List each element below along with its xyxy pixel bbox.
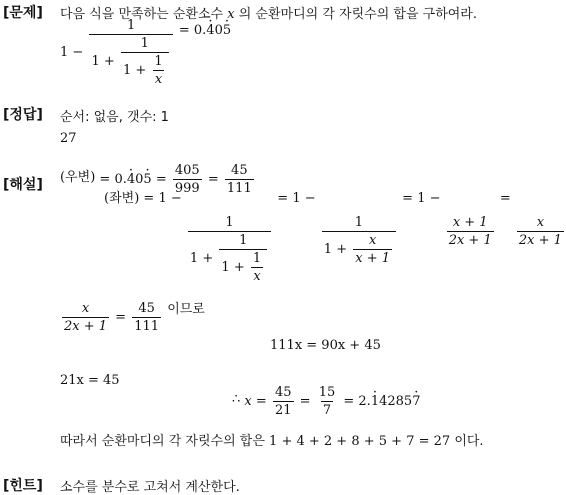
lhs-nf-mid — [219, 233, 267, 284]
lhs-ff-den: 2x + 1 — [518, 233, 562, 248]
rhs-eq-2: = — [155, 172, 167, 187]
outer-den — [89, 34, 172, 87]
lhs-ff-num: x — [536, 215, 545, 230]
lhs-one-c: 1 — [417, 191, 426, 206]
eqline-equals: = — [115, 310, 127, 325]
lhs-nf-inner — [251, 251, 263, 284]
inner-one: 1 — [122, 63, 132, 78]
therefore-word: 이므로 — [167, 302, 205, 317]
answer-line-1: 순서: 없음, 갯수: 1 — [60, 110, 169, 125]
final-den2: 7 — [322, 403, 332, 418]
lhs-eq-3: = — [402, 191, 414, 206]
lhs-nf-plus: + — [202, 251, 214, 266]
lhs-minus-c: − — [429, 191, 441, 206]
problem-text-after: 의 순환마디의 각 자릿수의 합을 구하여라. — [238, 7, 477, 22]
lhs-tf-den: 2x + 1 — [448, 233, 492, 248]
problem-outer-fraction — [89, 18, 172, 87]
eqline-left-num: x — [81, 301, 90, 316]
lhs-minus-a: − — [170, 191, 182, 206]
lhs-second-fraction — [322, 215, 396, 266]
mid-num: 1 — [140, 36, 149, 51]
lhs-nested-fraction — [188, 215, 271, 284]
lhs-eq-2: = — [277, 191, 289, 206]
final-eq-2: = — [299, 394, 311, 409]
eq-minus: − — [72, 45, 84, 60]
eq-one: 1 — [60, 45, 69, 60]
lhs-nfi-den: x — [253, 269, 261, 284]
lhs-label: (좌변) — [104, 191, 140, 206]
eqline-frac-right — [132, 301, 161, 334]
outer-num: 1 — [126, 18, 136, 33]
lhs-sfi-den: x + 1 — [355, 251, 391, 266]
final-dot-2: · 7 — [412, 394, 420, 409]
rhs-lead: 0. — [193, 23, 207, 38]
rhs-dot-digit-1: · 4 — [206, 23, 214, 38]
therefore-symbol: ∴ — [232, 392, 241, 407]
lhs-sf-num: 1 — [354, 215, 364, 230]
rhs-mid: 0 — [214, 23, 223, 38]
lhs-minus-b: − — [304, 191, 316, 206]
problem-middle-fraction — [121, 36, 169, 87]
lhs-sf-inner — [353, 233, 392, 266]
answer-label: [정답] — [3, 107, 43, 123]
mid-den — [121, 52, 169, 87]
lhs-one-b: 1 — [292, 191, 301, 206]
lhs-nfm-num: 1 — [239, 233, 248, 248]
rhs-eq-3: = — [207, 172, 219, 187]
rhs-dot-digit-2: · 5 — [223, 23, 231, 38]
lhs-nfi-num: 1 — [252, 251, 262, 266]
problem-equation — [60, 18, 231, 87]
conclusion-text: 따라서 순환마디의 각 자릿수의 합은 — [60, 434, 265, 449]
eq-111x: 111x = 90x + 45 — [270, 338, 381, 353]
conclusion-end: 이다. — [454, 434, 484, 449]
hint-text: 소수를 분수로 고쳐서 계산한다. — [60, 480, 240, 495]
lhs-final-fraction — [517, 215, 564, 248]
rhs-equals: = — [178, 23, 190, 38]
lhs-sfi-num: x — [368, 233, 377, 248]
mid-plus: + — [103, 54, 115, 69]
final-num1: 45 — [274, 385, 292, 400]
problem-text-before: 다음 식을 만족하는 순환소수 — [60, 7, 224, 22]
final-frac-1 — [273, 385, 294, 418]
solution-equality-line — [60, 301, 205, 334]
rhs-eq-1: = — [99, 172, 111, 187]
eqline-left-den: 2x + 1 — [64, 319, 108, 334]
eq-21x: 21x = 45 — [60, 373, 120, 388]
problem-variable: x — [227, 7, 235, 22]
frac2-den: 111 — [226, 181, 252, 196]
lhs-nfm-plus: + — [233, 260, 245, 275]
lhs-eq-1: = — [143, 191, 155, 206]
hint-label: [힌트] — [3, 478, 43, 494]
final-den1: 21 — [274, 403, 292, 418]
lhs-nf-one: 1 — [189, 251, 199, 266]
lhs-nfm-den — [219, 249, 267, 284]
rhs-label: (우변) — [60, 170, 96, 185]
final-mid: 4285 — [379, 394, 413, 409]
answer-line-2: 27 — [60, 131, 77, 146]
inner-num: 1 — [154, 54, 163, 69]
final-dot-1: · 1 — [371, 394, 379, 409]
sol-rhs-dot-2: · 5 — [143, 172, 151, 187]
problem-rhs — [179, 23, 231, 38]
solution-final-line — [232, 385, 420, 418]
lhs-sf-one: 1 — [323, 242, 333, 257]
lhs-nf-num: 1 — [225, 215, 234, 230]
lhs-nfm-one: 1 — [221, 260, 230, 275]
eqline-frac-left — [62, 301, 109, 334]
lhs-sf-den — [322, 231, 396, 266]
inner-plus: + — [135, 63, 147, 78]
final-frac-2 — [317, 385, 338, 418]
final-x: x — [244, 394, 252, 409]
sol-rhs-dot-1: · 4 — [127, 172, 135, 187]
solution-conclusion — [60, 430, 484, 449]
frac1-num: 405 — [174, 163, 200, 178]
lhs-third-fraction — [447, 215, 494, 248]
solution-lhs-line — [104, 191, 566, 284]
final-eq-1: = — [255, 394, 267, 409]
problem-label: [문제] — [3, 5, 43, 21]
sol-rhs-lead: 0. — [114, 172, 127, 187]
inner-den: x — [154, 72, 163, 87]
solution-label: [해설] — [3, 177, 43, 193]
lhs-one-a: 1 — [158, 191, 167, 206]
lhs-eq-4: = — [499, 191, 511, 206]
eqline-right-den: 111 — [134, 319, 160, 334]
problem-inner-fraction — [152, 54, 164, 87]
sol-rhs-mid: 0 — [135, 172, 144, 187]
frac1-den: 999 — [174, 181, 200, 196]
mid-one: 1 — [91, 54, 100, 69]
lhs-nf-den — [188, 231, 271, 284]
final-num2: 15 — [318, 385, 336, 400]
conclusion-math: 1 + 4 + 2 + 8 + 5 + 7 = 27 — [269, 434, 451, 449]
frac-45-111 — [225, 163, 254, 196]
final-lead: = 2. — [343, 394, 371, 409]
eqline-right-num: 45 — [138, 301, 155, 316]
lhs-tf-num: x + 1 — [452, 215, 488, 230]
lhs-sf-plus: + — [336, 242, 348, 257]
frac2-num: 45 — [231, 163, 248, 178]
